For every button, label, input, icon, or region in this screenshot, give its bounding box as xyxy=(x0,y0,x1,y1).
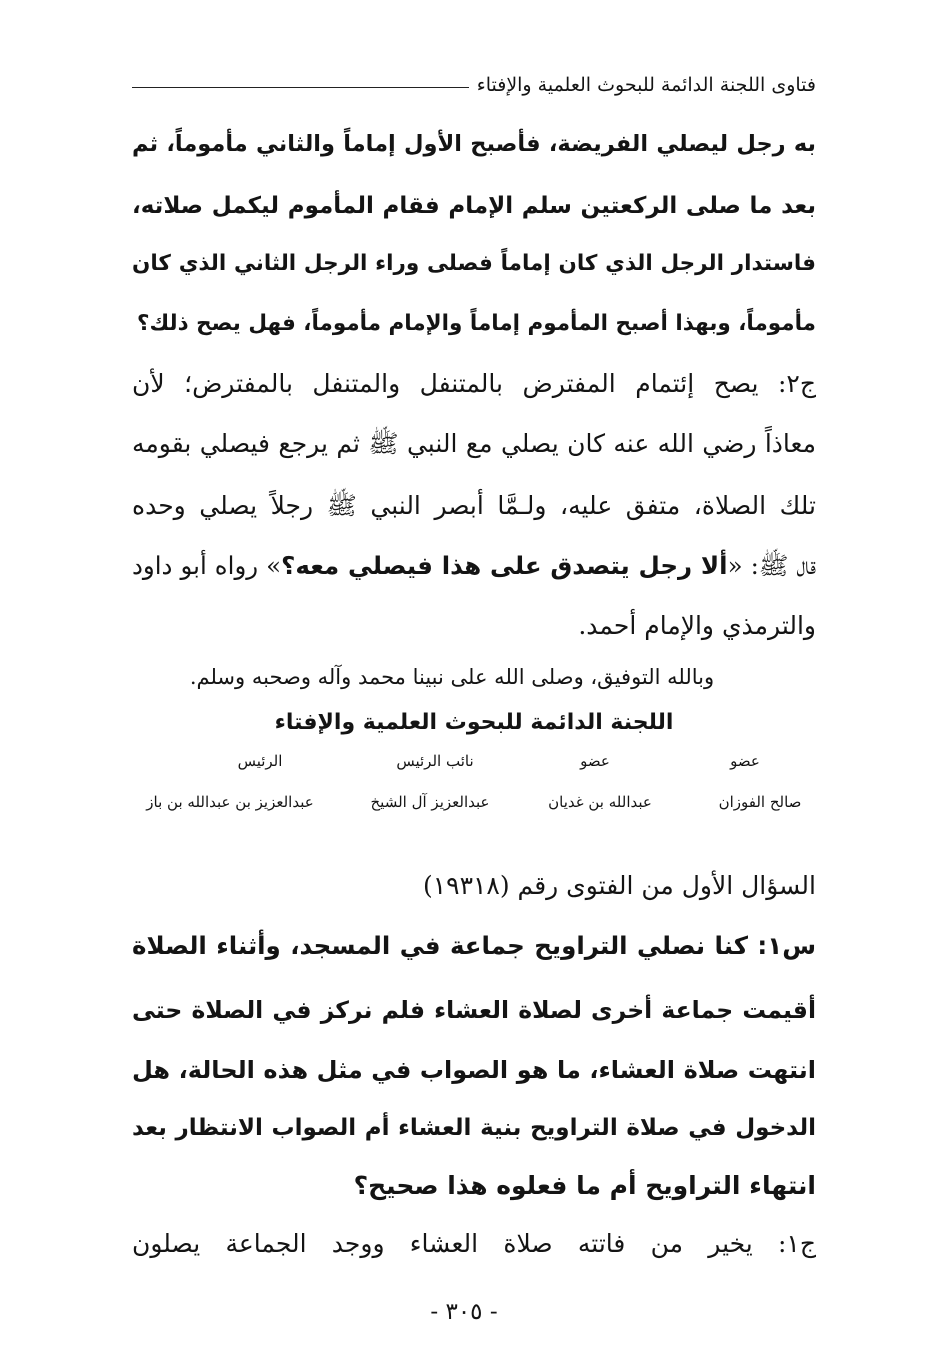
question-1-line-1: س١: كنا نصلي التراويح جماعة في المسجد، وأثناء الصلاة xyxy=(132,931,816,960)
answer-2-line-3: تلك الصلاة، متفق عليه، ولـمَّا أبصر النبي ﷺ رجلاً يصلي وحده xyxy=(132,491,816,520)
header-title: فتاوى اللجنة الدائمة للبحوث العلمية والإفتاء xyxy=(476,74,816,96)
signatory-name-2: عبدالله بن غديان xyxy=(548,793,652,811)
signatory-titles xyxy=(120,747,820,775)
signatory-title-2: عضو xyxy=(580,752,610,770)
fatwa-heading: السؤال الأول من الفتوى رقم (١٩٣١٨) xyxy=(422,871,816,900)
signatory-name-1: صالح الفوزان xyxy=(718,793,802,811)
page-number: - ٣٠٥ - xyxy=(430,1299,498,1325)
signatory-title-1: عضو xyxy=(730,752,760,770)
answer-1-line-1: ج١: يخير من فاتته صلاة العشاء ووجد الجماعة يصلون xyxy=(132,1229,816,1258)
signatory-title-4: الرئيس xyxy=(237,752,283,770)
header-rule xyxy=(132,87,469,88)
running-header xyxy=(132,68,816,102)
answer-2-line-4 xyxy=(132,546,816,586)
question-2-line-4: مأموماً، وبهذا أصبح المأموم إماماً والإمام مأموماً، فهل يصح ذلك؟ xyxy=(137,311,816,336)
question-1-line-5: انتهاء التراويح أم ما فعلوه هذا صحيح؟ xyxy=(353,1171,816,1200)
question-2-line-3: فاستدار الرجل الذي كان إماماً فصلى وراء الرجل الثاني الذي كان xyxy=(132,251,816,276)
signatory-name-4: عبدالعزيز بن عبدالله بن باز xyxy=(146,793,314,811)
question-2-line-2: بعد ما صلى الركعتين سلم الإمام فقام المأموم ليكمل صلاته، xyxy=(132,193,816,219)
committee-name: اللجنة الدائمة للبحوث العلمية والإفتاء xyxy=(274,710,674,735)
hadith-quote: ألا رجل يتصدق على هذا فيصلي معه؟ xyxy=(281,551,728,580)
question-1-line-4: الدخول في صلاة التراويح بنية العشاء أم الصواب الانتظار بعد xyxy=(132,1115,816,1141)
answer-2-line-2: معاذاً رضي الله عنه كان يصلي مع النبي ﷺ ثم يرجع فيصلي بقومه xyxy=(132,429,816,458)
question-1-line-2: أقيمت جماعة أخرى لصلاة العشاء فلم نركز في الصلاة حتى xyxy=(132,996,816,1024)
question-1-line-3: انتهت صلاة العشاء، ما هو الصواب في مثل هذه الحالة، هل xyxy=(132,1056,816,1084)
signatory-title-3: نائب الرئيس xyxy=(396,752,474,770)
answer-2-line-1: ج٢: يصح إئتمام المفترض بالمتنفل والمتنفل بالمفترض؛ لأن xyxy=(132,369,816,398)
signatory-name-3: عبدالعزيز آل الشيخ xyxy=(370,793,490,811)
signatory-names xyxy=(120,788,820,816)
question-2-line-1: به رجل ليصلي الفريضة، فأصبح الأول إماماً والثاني مأموماً، ثم xyxy=(132,131,816,157)
answer-2-line-5: والترمذي والإمام أحمد. xyxy=(578,611,816,640)
answer-2-line-4-start: قال ﷺ: « xyxy=(727,551,816,580)
closing-line: وبالله التوفيق، وصلى الله على نبينا محمد وآله وصحبه وسلم. xyxy=(189,665,715,689)
answer-2-line-4-end: » رواه أبو داود xyxy=(132,551,282,580)
